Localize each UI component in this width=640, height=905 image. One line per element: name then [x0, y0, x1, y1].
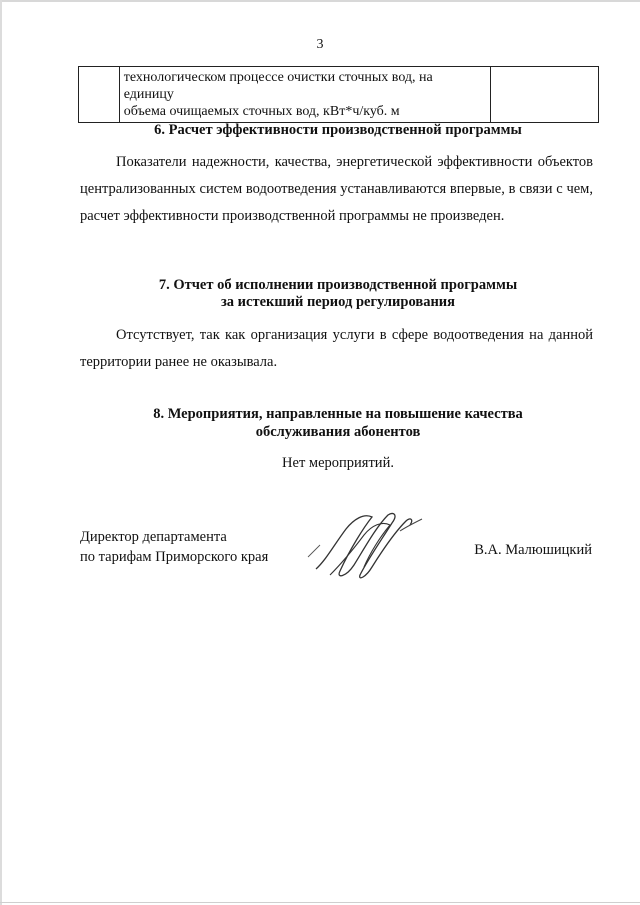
signature-stroke	[330, 523, 390, 575]
section-7-heading-line2: за истекший период регулирования	[220, 294, 456, 310]
page-bottom-rule	[0, 902, 640, 903]
section-8-heading-line2: обслуживания абонентов	[255, 424, 421, 440]
section-8-heading-line1: 8. Мероприятия, направленные на повышение качества	[153, 406, 523, 422]
signature-stroke	[400, 519, 422, 531]
page-number: 3	[316, 37, 324, 52]
page-top-border	[0, 0, 640, 2]
handwritten-signature	[306, 505, 426, 585]
signature-stroke	[316, 513, 412, 577]
table-cell-number	[79, 67, 120, 123]
section-6-text: Показатели надежности, качества, энергетической эффективности объектов централизованных систем водоотведения устанавливаются впервые, в связи с чем, расчет эффективности производственной программы не произведен.	[80, 154, 593, 224]
section-7-paragraph	[80, 322, 593, 376]
signatory-position	[80, 527, 268, 567]
section-7-heading-line1: 7. Отчет об исполнении производственной программы	[158, 277, 518, 293]
signatory-position-line: Директор департамента	[80, 529, 227, 545]
signatory-name: В.А. Малюшицкий	[474, 542, 592, 558]
signatory-position-line: по тарифам Приморского края	[80, 549, 269, 565]
table-cell-value	[490, 67, 598, 123]
section-6-heading: 6. Расчет эффективности производственной программы	[154, 122, 522, 138]
table-cell-text-line: технологическом процессе очистки сточных вод, на единицу	[123, 70, 433, 102]
section-7-text: Отсутствует, так как организация услуги в сфере водоотведения на данной территории ранее не оказывала.	[80, 327, 593, 370]
section-6-paragraph	[80, 149, 593, 230]
section-8-text: Нет мероприятий.	[282, 455, 394, 471]
signature-stroke	[308, 545, 320, 557]
table-cell-description	[119, 67, 490, 123]
table-cell-text-line: объема очищаемых сточных вод, кВт*ч/куб. м	[123, 104, 400, 119]
table-row	[79, 67, 599, 123]
continuation-table	[78, 66, 599, 123]
